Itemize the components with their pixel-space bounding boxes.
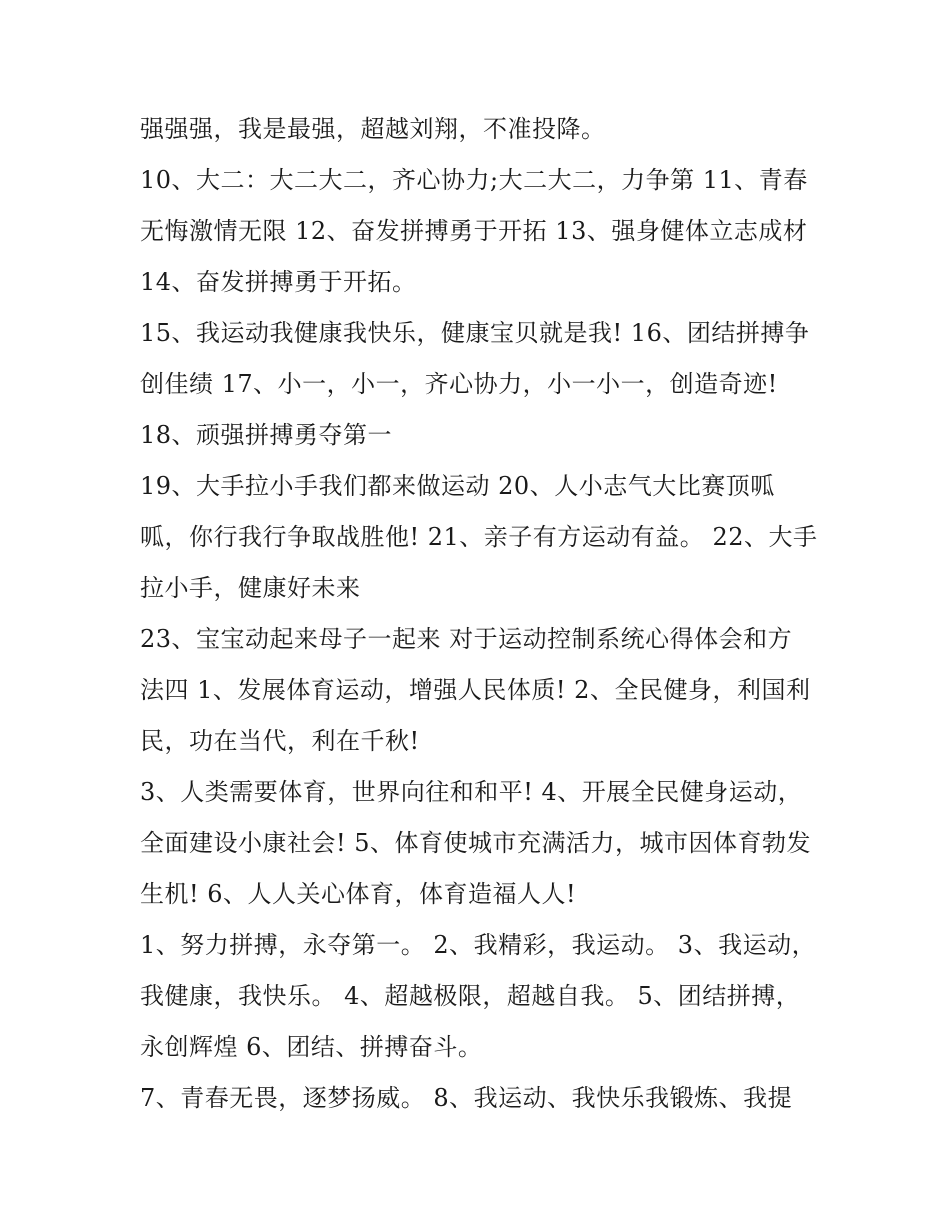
text-line: 19、大手拉小手我们都来做运动 20、人小志气大比赛顶呱 (140, 472, 775, 500)
text-line: 23、宝宝动起来母子一起来 对于运动控制系统心得体会和方 (140, 625, 793, 653)
text-line: 生机! 6、人人关心体育，体育造福人人! (140, 880, 577, 908)
text-line: 无悔激情无限 12、奋发拼搏勇于开拓 13、强身健体立志成材 (140, 217, 808, 245)
text-line: 7、青春无畏，逐梦扬威。 8、我运动、我快乐我锻炼、我提 (140, 1084, 793, 1112)
text-line: 民，功在当代，利在千秋! (140, 727, 420, 755)
text-line: 18、顽强拼搏勇夺第一 (140, 421, 393, 449)
text-line: 10、大二：大二大二，齐心协力;大二大二，力争第 11、青春 (140, 166, 808, 194)
text-line: 3、人类需要体育，世界向往和和平! 4、开展全民健身运动， (140, 778, 803, 806)
text-line: 全面建设小康社会! 5、体育使城市充满活力，城市因体育勃发 (140, 829, 812, 857)
text-line: 15、我运动我健康我快乐，健康宝贝就是我! 16、团结拼搏争 (140, 319, 810, 347)
document-body (140, 104, 830, 1124)
text-line: 拉小手，健康好未来 (140, 574, 361, 602)
text-line: 呱，你行我行争取战胜他! 21、亲子有方运动有益。 22、大手 (140, 523, 818, 551)
text-line: 14、奋发拼搏勇于开拓。 (140, 268, 417, 296)
text-line: 创佳绩 17、小一，小一，齐心协力，小一小一，创造奇迹! (140, 370, 778, 398)
text-line: 1、努力拼搏，永夺第一。 2、我精彩，我运动。 3、我运动， (140, 931, 817, 959)
text-line: 永创辉煌 6、团结、拼搏奋斗。 (140, 1033, 483, 1061)
text-line: 法四 1、发展体育运动，增强人民体质! 2、全民健身，利国利 (140, 676, 811, 704)
text-line: 我健康，我快乐。 4、超越极限，超越自我。 5、团结拼搏， (140, 982, 801, 1010)
text-line: 强强强，我是最强，超越刘翔，不准投降。 (140, 115, 606, 143)
